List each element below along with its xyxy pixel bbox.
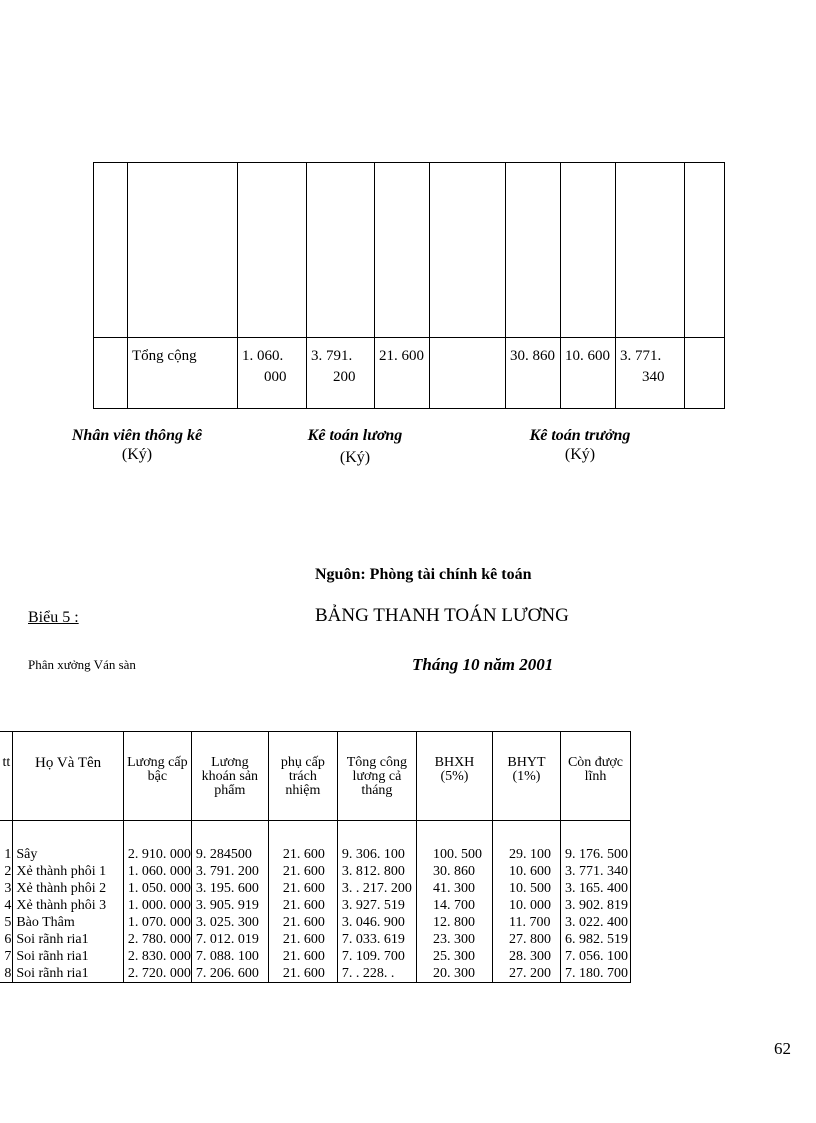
cell-name: Sây — [16, 847, 38, 862]
cell-base: 1. 050. 000 — [127, 881, 191, 896]
page-title: BẢNG THANH TOÁN LƯƠNG — [315, 605, 569, 626]
cell-stt: 5 — [4, 915, 12, 930]
cell-bhyt: 27. 200 — [509, 966, 551, 981]
cell-name: Soi rãnh ria1 — [16, 932, 89, 947]
cell-bhxh: 14. 700 — [432, 898, 475, 913]
column-bhyt — [493, 821, 561, 983]
cell-total: 9. 306. 100 — [341, 847, 405, 862]
month-label: Tháng 10 năm 2001 — [412, 655, 554, 674]
column-total — [337, 821, 416, 983]
cell-allowance: 21. 600 — [282, 966, 325, 981]
cell-bhxh: 41. 300 — [432, 881, 475, 896]
cell-allowance: 21. 600 — [282, 864, 325, 879]
cell-allowance: 21. 600 — [282, 847, 325, 862]
cell-net: 3. 902. 819 — [564, 898, 628, 913]
cell-bhxh: 20. 300 — [432, 966, 475, 981]
cell-net: 3. 022. 400 — [564, 915, 628, 930]
cell-net: 9. 176. 500 — [564, 847, 628, 862]
signature-payroll-sign: (Ký) — [339, 449, 371, 466]
total-cell: 21. 600 — [375, 338, 430, 409]
signature-staff-sign: (Ký) — [121, 446, 153, 463]
cell-bhyt: 10. 500 — [509, 881, 551, 896]
workshop-label: Phân xưởng Ván sàn — [28, 657, 136, 672]
cell-bhyt: 28. 300 — [509, 949, 551, 964]
header-bhyt: BHYT (1%) — [493, 732, 561, 821]
cell-name: Xẻ thành phôi 3 — [16, 898, 107, 913]
cell-product: 7. 088. 100 — [195, 949, 259, 964]
cell-base: 1. 060. 000 — [127, 864, 191, 879]
column-product — [191, 821, 268, 983]
cell-bhyt: 27. 800 — [509, 932, 551, 947]
cell-base: 2. 780. 000 — [127, 932, 191, 947]
signature-chief — [520, 426, 640, 464]
cell-bhyt: 10. 600 — [509, 864, 551, 879]
cell-stt: 8 — [4, 966, 12, 981]
cell-net: 3. 771. 340 — [564, 864, 628, 879]
header-base: Lương cấp bậc — [123, 732, 191, 821]
source-note: Nguôn: Phòng tài chính kê toán — [315, 566, 532, 583]
column-stt — [0, 821, 13, 983]
total-label: Tổng cộng — [128, 338, 238, 409]
cell-stt: 4 — [4, 898, 12, 913]
cell-product: 3. 195. 600 — [195, 881, 259, 896]
cell-total: 7. 033. 619 — [341, 932, 405, 947]
cell-stt: 7 — [4, 949, 12, 964]
cell-allowance: 21. 600 — [282, 932, 325, 947]
cell-base: 1. 000. 000 — [127, 898, 191, 913]
summary-total-row — [94, 338, 725, 409]
cell-allowance: 21. 600 — [282, 881, 325, 896]
total-cell: 30. 860 — [506, 338, 561, 409]
summary-blank-row — [94, 163, 725, 338]
cell-net: 3. 165. 400 — [564, 881, 628, 896]
header-bhxh: BHXH (5%) — [416, 732, 492, 821]
signature-payroll-title: Kê toán lương — [307, 427, 403, 444]
cell-allowance: 21. 600 — [282, 915, 325, 930]
signature-chief-sign: (Ký) — [564, 446, 596, 463]
cell-product: 3. 791. 200 — [195, 864, 259, 879]
cell-net: 6. 982. 519 — [564, 932, 628, 947]
total-cell: 1. 060. 000 — [238, 338, 307, 409]
total-cell: 3. 791. 200 — [307, 338, 375, 409]
cell-bhyt: 11. 700 — [509, 915, 551, 930]
cell-product: 3. 905. 919 — [195, 898, 259, 913]
column-net — [560, 821, 630, 983]
cell-net: 7. 180. 700 — [564, 966, 628, 981]
page-number: 62 — [774, 1039, 791, 1058]
column-allowance — [268, 821, 337, 983]
total-cell: 10. 600 — [561, 338, 616, 409]
header-allowance: phụ cấp trách nhiệm — [268, 732, 337, 821]
cell-total: 3. 812. 800 — [341, 864, 405, 879]
cell-stt: 3 — [4, 881, 12, 896]
cell-base: 2. 720. 000 — [127, 966, 191, 981]
cell-product: 3. 025. 300 — [195, 915, 259, 930]
header-name: Họ Và Tên — [13, 732, 124, 821]
cell-stt: 6 — [4, 932, 12, 947]
cell-base: 2. 910. 000 — [127, 847, 191, 862]
column-base — [123, 821, 191, 983]
signature-payroll — [295, 426, 415, 467]
cell-name: Xẻ thành phôi 2 — [16, 881, 107, 896]
cell-base: 2. 830. 000 — [127, 949, 191, 964]
cell-total: 3. 927. 519 — [341, 898, 405, 913]
total-cell: 3. 771. 340 — [616, 338, 685, 409]
cell-total: 3. . 217. 200 — [341, 881, 412, 896]
cell-total: 7. 109. 700 — [341, 949, 405, 964]
cell-bhxh: 23. 300 — [432, 932, 475, 947]
cell-name: Bào Thâm — [16, 915, 75, 930]
summary-table — [93, 162, 725, 409]
cell-name: Xẻ thành phôi 1 — [16, 864, 107, 879]
payroll-body-row — [0, 821, 631, 983]
cell-product: 7. 012. 019 — [195, 932, 259, 947]
cell-allowance: 21. 600 — [282, 949, 325, 964]
cell-net: 7. 056. 100 — [564, 949, 628, 964]
total-cell — [430, 338, 506, 409]
header-net: Còn được lĩnh — [560, 732, 630, 821]
bieu-label: Biểu 5 : — [28, 609, 79, 626]
cell-bhyt: 29. 100 — [509, 847, 551, 862]
header-stt: tt — [0, 732, 13, 821]
cell-allowance: 21. 600 — [282, 898, 325, 913]
signature-staff — [62, 426, 212, 464]
column-bhxh — [416, 821, 492, 983]
payroll-table — [0, 731, 631, 983]
cell-bhxh: 25. 300 — [432, 949, 475, 964]
cell-stt: 1 — [4, 847, 12, 862]
cell-total: 3. 046. 900 — [341, 915, 405, 930]
signature-staff-title: Nhân viên thông kê — [71, 427, 203, 444]
cell-bhyt: 10. 000 — [509, 898, 551, 913]
signature-chief-title: Kê toán trưởng — [529, 427, 631, 444]
cell-bhxh: 30. 860 — [432, 864, 475, 879]
cell-name: Soi rãnh ria1 — [16, 949, 89, 964]
cell-base: 1. 070. 000 — [127, 915, 191, 930]
payroll-header-row — [0, 732, 631, 821]
header-total: Tông công lương cả tháng — [337, 732, 416, 821]
cell-bhxh: 12. 800 — [432, 915, 475, 930]
cell-total: 7. . 228. . — [341, 966, 395, 981]
cell-name: Soi rãnh ria1 — [16, 966, 89, 981]
cell-product: 7. 206. 600 — [195, 966, 259, 981]
cell-stt: 2 — [4, 864, 12, 879]
column-name — [13, 821, 124, 983]
cell-product: 9. 284500 — [195, 847, 252, 862]
cell-bhxh: 100. 500 — [432, 847, 482, 862]
header-product: Lương khoán sản phẩm — [191, 732, 268, 821]
